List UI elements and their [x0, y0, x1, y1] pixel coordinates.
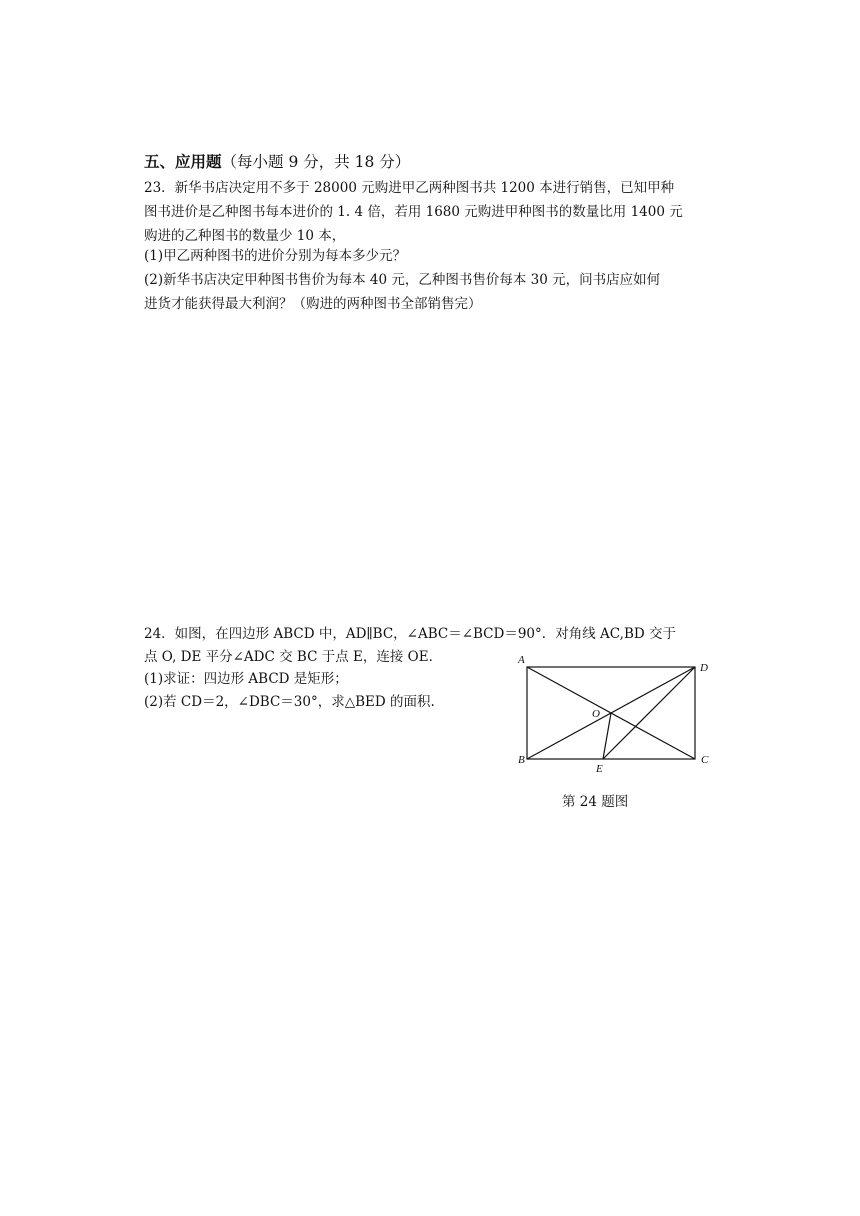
label-o: O	[592, 708, 600, 720]
figure-caption: 第 24 题图	[562, 794, 629, 810]
q23-line: 图书进价是乙种图书每本进价的 1. 4 倍，若用 1680 元购进甲种图书的数量比用 1400 元	[144, 204, 683, 220]
q23-line: (1)甲乙两种图书的进价分别为每本多少元？	[144, 248, 407, 264]
label-d: D	[700, 662, 708, 674]
section-heading: 五、应用题	[144, 152, 222, 171]
rectangle-figure	[515, 650, 725, 775]
q24-line: (2)若 CD＝2，∠DBC＝30°，求△BED 的面积.	[144, 694, 435, 710]
q24-line: (1)求证：四边形 ABCD 是矩形；	[144, 671, 348, 687]
label-e: E	[596, 763, 603, 775]
section-title	[144, 150, 410, 172]
q24-line: 24．如图，在四边形 ABCD 中，AD∥BC，∠ABC＝∠BCD＝90°．对角线 AC,BD 交于	[144, 626, 676, 642]
q24-line: 点 O, DE 平分∠ADC 交 BC 于点 E，连接 OE．	[144, 649, 443, 665]
q23-line: 进货才能获得最大利润？（购进的两种图书全部销售完）	[144, 296, 482, 312]
q23-line: 购进的乙种图书的数量少 10 本，	[144, 228, 346, 244]
label-a: A	[518, 654, 525, 666]
q23-line: 23．新华书店决定用不多于 28000 元购进甲乙两种图书共 1200 本进行销售，已知甲种	[144, 180, 675, 196]
label-c: C	[701, 754, 709, 766]
section-note: （每小题 9 分，共 18 分）	[221, 153, 411, 171]
segment-de	[603, 667, 695, 759]
q23-line: (2)新华书店决定甲种图书售价为每本 40 元，乙种图书售价每本 30 元，问书店应如何	[144, 272, 661, 288]
label-b: B	[518, 754, 525, 766]
